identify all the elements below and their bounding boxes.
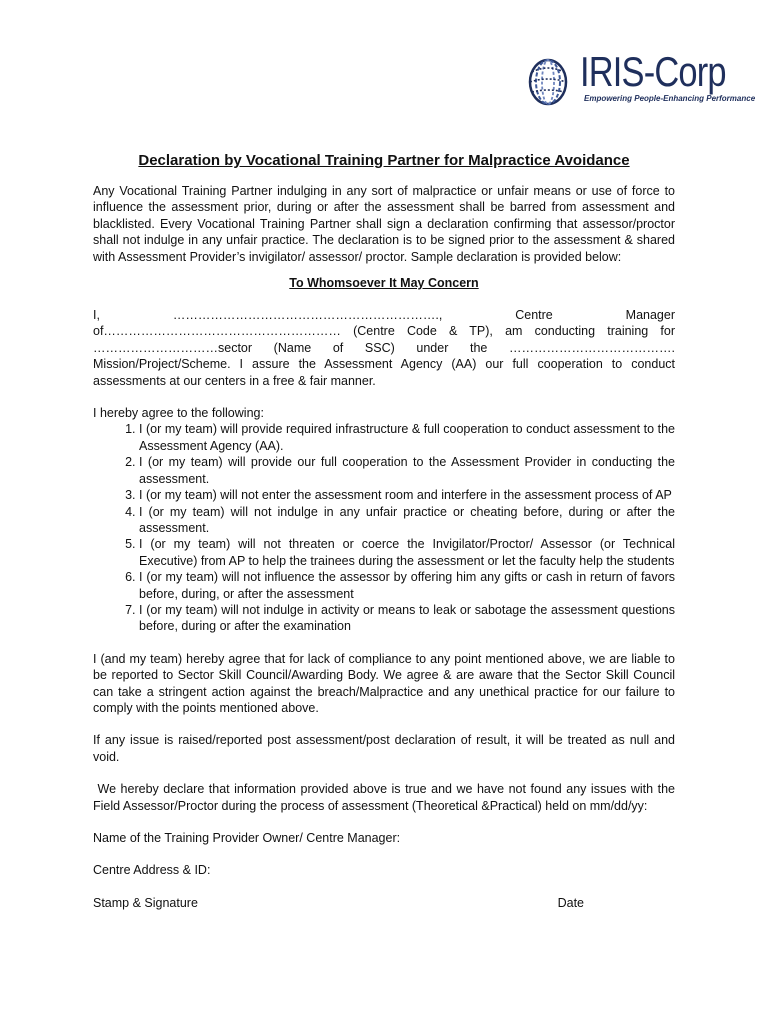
agreement-item: 6. I (or my team) will not influence the assessor by offering him any gifts or cash in return of favors before, during, or after the assessment: [139, 569, 675, 602]
logo-tagline: Empowering People-Enhancing Performance: [584, 94, 756, 103]
globe-logo-icon: [526, 52, 576, 112]
agreement-item: 1. I (or my team) will provide required infrastructure & full cooperation to conduct assessment to the Assessment Agency (AA).: [139, 421, 675, 454]
final-declaration-paragraph: We hereby declare that information provided above is true and we have not found any issues with the Field Assessor/Proctor during the process of assessment (Theoretical &Practical) held on mm/dd/yy:: [93, 782, 679, 813]
stamp-signature-label: Stamp & Signature: [93, 895, 198, 910]
intro-paragraph: Any Vocational Training Partner indulging in any sort of malpractice or unfair means or use of force to influence the assessment prior, during or after the assessment shall be barred from assessment and blacklisted. Every Vocational Training Partner shall sign a declaration confirming that assessor/proctor shall not indulge in any unfair practice. The declaration is to be signed prior to the assessment & shared with Assessment Provider’s invigilator/ assessor/ proctor. Sample declaration is provided below:: [93, 184, 675, 264]
compliance-paragraph: I (and my team) hereby agree that for lack of compliance to any point mentioned above, we are liable to be reported to Sector Skill Council/Awarding Body. We agree & are aware that the Sector Skill Council can take a stringent action against the breach/Malpractice and any unethical practice for our failure to comply with the points mentioned above.: [93, 651, 675, 715]
agreement-item: 2. I (or my team) will provide our full cooperation to the Assessment Provider in conducting the assessment.: [139, 454, 675, 487]
agreement-item: 3. I (or my team) will not enter the assessment room and interfere in the assessment process of AP: [139, 487, 675, 503]
agreement-item: 5. I (or my team) will not threaten or coerce the Invigilator/Proctor/ Assessor (or Technical Executive) from AP to help the trainees during the assessment or let the faculty help the students: [139, 536, 675, 569]
signature-row: [93, 895, 675, 911]
null-void-paragraph: If any issue is raised/reported post assessment/post declaration of result, it will be treated as null and void.: [93, 733, 675, 764]
salutation-heading: To Whomsoever It May Concern: [289, 276, 479, 291]
logo-wordmark: IRIS-Corp: [580, 48, 726, 95]
agreement-item: 4. I (or my team) will not indulge in any unfair practice or cheating before, during or after the assessment.: [139, 504, 675, 537]
agreement-item: 7. I (or my team) will not indulge in activity or means to leak or sabotage the assessment questions before, during or after the examination: [139, 602, 675, 635]
agreement-list: [93, 421, 675, 634]
owner-name-label: Name of the Training Provider Owner/ Centre Manager:: [93, 831, 401, 845]
company-logo: [526, 48, 756, 112]
declaration-paragraph: I, ………………………………………………………., Centre Manager of………………………………………………… (Centre Code & TP), am conducting training for …………………………sector (Name of SSC) under the …………………………………. Mission/Project/Scheme. I assure the Assessment Agency (AA) our full cooperation to conduct assessments at our centers in a free & fair manner.: [93, 308, 675, 388]
document-body: [93, 152, 679, 911]
agree-intro: I hereby agree to the following:: [93, 406, 264, 421]
centre-address-label: Centre Address & ID:: [93, 863, 211, 878]
document-title: Declaration by Vocational Training Partner for Malpractice Avoidance: [138, 152, 630, 169]
date-label: Date: [557, 895, 584, 910]
